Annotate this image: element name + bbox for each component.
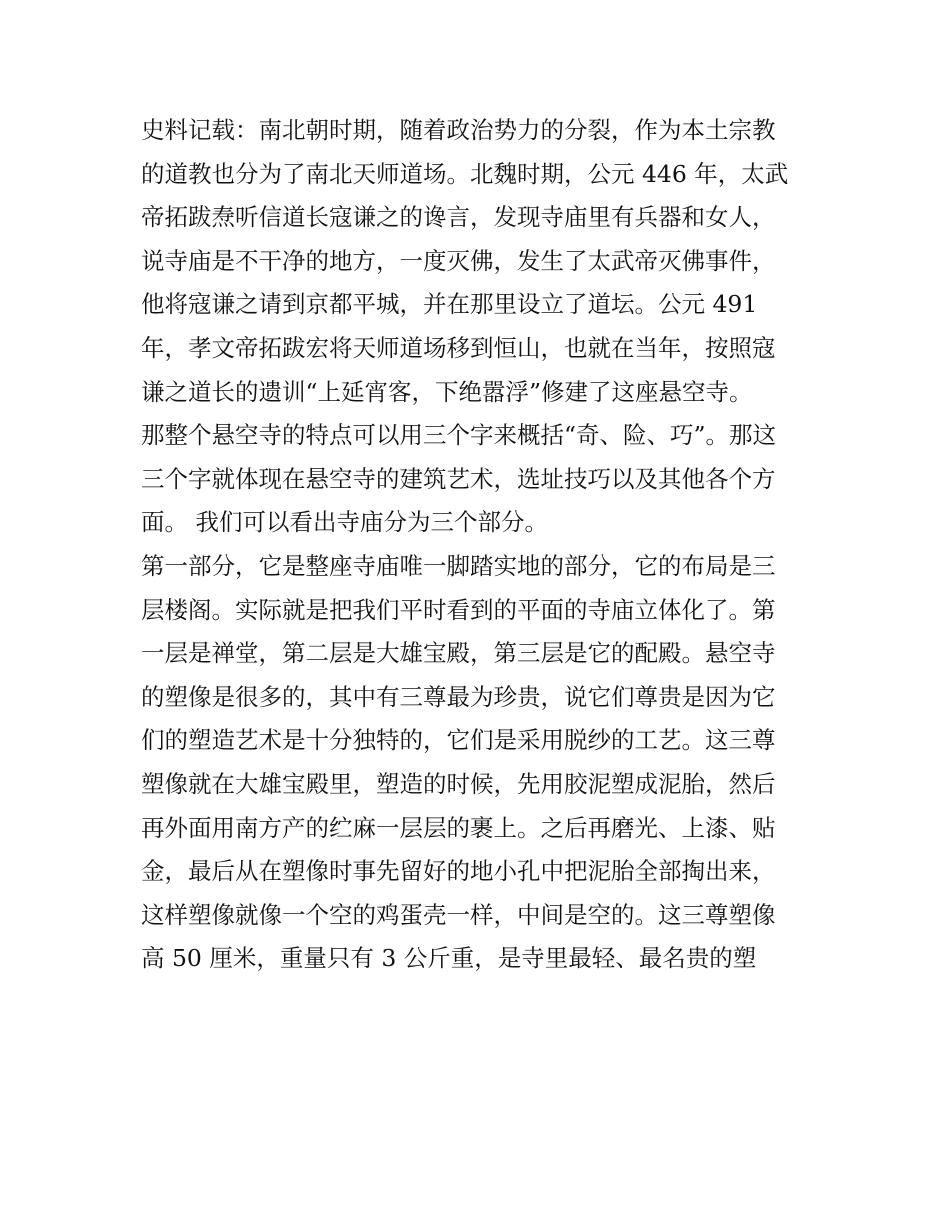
text-line: 面。 我们可以看出寺庙分为三个部分。 <box>141 508 548 537</box>
text-line: 年，孝文帝拓跋宏将天师道场移到恒山，也就在当年，按照寇 <box>141 333 776 362</box>
text-line: 史料记载：南北朝时期，随着政治势力的分裂，作为本土宗教 <box>141 116 776 144</box>
text-line: 那整个悬空寺的特点可以用三个字来概括“奇、险、巧”。那这 <box>141 421 777 450</box>
text-line: 说寺庙是不干净的地方，一度灭佛，发生了太武帝灭佛事件， <box>141 246 776 275</box>
text-line: 帝拓跋焘听信道长寇谦之的谗言，发现寺庙里有兵器和女人， <box>141 203 776 232</box>
text-line: 的道教也分为了南北天师道场。北魏时期，公元 446 年，太武 <box>141 159 789 188</box>
text-line: 们的塑造艺术是十分独特的，它们是采用脱纱的工艺。这三尊 <box>141 726 776 755</box>
text-line: 谦之道长的遗训“上延宵客，下绝嚣浮”修建了这座悬空寺。 <box>141 377 753 406</box>
text-line: 塑像就在大雄宝殿里，塑造的时候，先用胶泥塑成泥胎，然后 <box>141 769 776 798</box>
text-line: 一层是禅堂，第二层是大雄宝殿，第三层是它的配殿。悬空寺 <box>141 639 776 668</box>
text-line: 金，最后从在塑像时事先留好的地小孔中把泥胎全部掏出来， <box>141 857 776 886</box>
text-line: 第一部分，它是整座寺庙唯一脚踏实地的部分，它的布局是三 <box>141 551 776 580</box>
text-line: 这样塑像就像一个空的鸡蛋壳一样，中间是空的。这三尊塑像 <box>141 900 776 929</box>
text-line: 的塑像是很多的，其中有三尊最为珍贵，说它们尊贵是因为它 <box>141 682 776 711</box>
body-text <box>141 109 821 981</box>
text-line: 高 50 厘米，重量只有 3 公斤重，是寺里最轻、最名贵的塑 <box>141 944 757 973</box>
text-line: 再外面用南方产的纻麻一层层的裹上。之后再磨光、上漆、贴 <box>141 813 776 842</box>
text-line: 他将寇谦之请到京都平城，并在那里设立了道坛。公元 491 <box>141 290 758 319</box>
text-line: 层楼阁。实际就是把我们平时看到的平面的寺庙立体化了。第 <box>141 595 776 624</box>
text-line: 三个字就体现在悬空寺的建筑艺术，选址技巧以及其他各个方 <box>141 464 776 493</box>
